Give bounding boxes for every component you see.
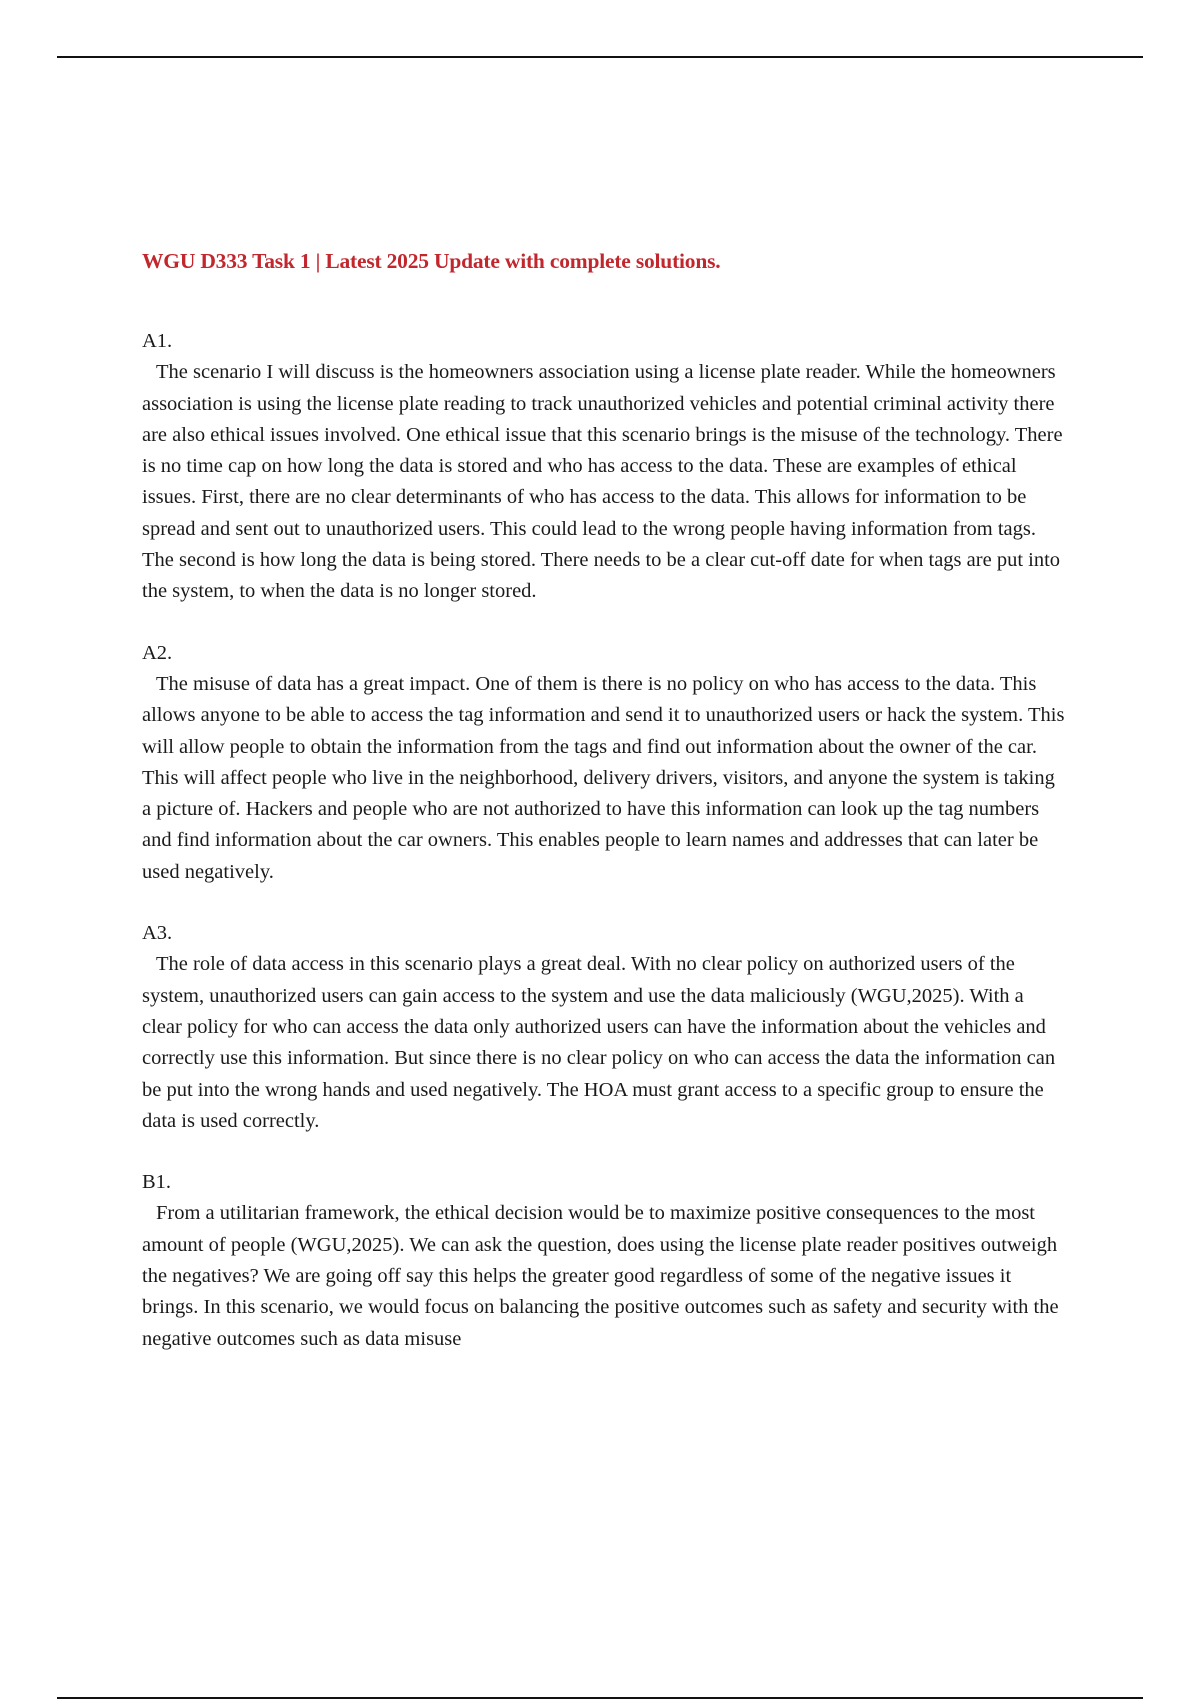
section-label-a1: A1.: [142, 330, 173, 352]
section-a3: [142, 918, 1067, 1137]
section-label-b1: B1.: [142, 1171, 172, 1194]
section-b1: [142, 1167, 1067, 1355]
section-a2: [142, 638, 1067, 888]
section-label-a2: A2.: [142, 641, 173, 664]
document-title: WGU D333 Task 1 | Latest 2025 Update with complete solutions.: [142, 249, 721, 273]
section-body-b1: From a utilitarian framework, the ethical decision would be to maximize positive consequences to the most amount of people (WGU,2025). We can ask the question, does using the license plate reader positives outweigh the negatives? We are going off say this helps the greater good regardless of some of the negative issues it brings. In this scenario, we would focus on balancing the positive outcomes such as safety and security with the negative outcomes such as data misuse: [142, 1202, 1059, 1350]
bottom-rule: [57, 1697, 1143, 1699]
document-content: [142, 246, 1067, 1355]
section-a1: [142, 326, 1067, 608]
section-body-a2: The misuse of data has a great impact. One of them is there is no policy on who has access to the data. This allows anyone to be able to access the tag information and send it to unauthorized users or hack the system. This will allow people to obtain the information from the tags and find out information about the owner of the car. This will affect people who live in the neighborhood, delivery drivers, visitors, and anyone the system is taking a picture of. Hackers and people who are not authorized to have this information can look up the tag numbers and find information about the car owners. This enables people to learn names and addresses that can later be used negatively.: [142, 672, 1065, 883]
section-body-a3: The role of data access in this scenario plays a great deal. With no clear policy on authorized users of the system, unauthorized users can gain access to the system and use the data maliciously (WGU,2025). With a clear policy for who can access the data only authorized users can have the information about the vehicles and correctly use this information. But since there is no clear policy on who can access the data the information can be put into the wrong hands and used negatively. The HOA must grant access to a specific group to ensure the data is used correctly.: [142, 953, 1056, 1132]
top-rule: [57, 56, 1143, 58]
section-label-a3: A3.: [142, 922, 173, 945]
section-body-a1: The scenario I will discuss is the homeowners association using a license plate reader. While the homeowners association is using the license plate reading to track unauthorized vehicles and potential criminal activity there are also ethical issues involved. One ethical issue that this scenario brings is the misuse of the technology. There is no time cap on how long the data is stored and who has access to the data. These are examples of ethical issues. First, there are no clear determinants of who has access to the data. This allows for information to be spread and sent out to unauthorized users. This could lead to the wrong people having information from tags. The second is how long the data is being stored. There needs to be a clear cut-off date for when tags are put into the system, to when the data is no longer stored.: [142, 361, 1063, 603]
